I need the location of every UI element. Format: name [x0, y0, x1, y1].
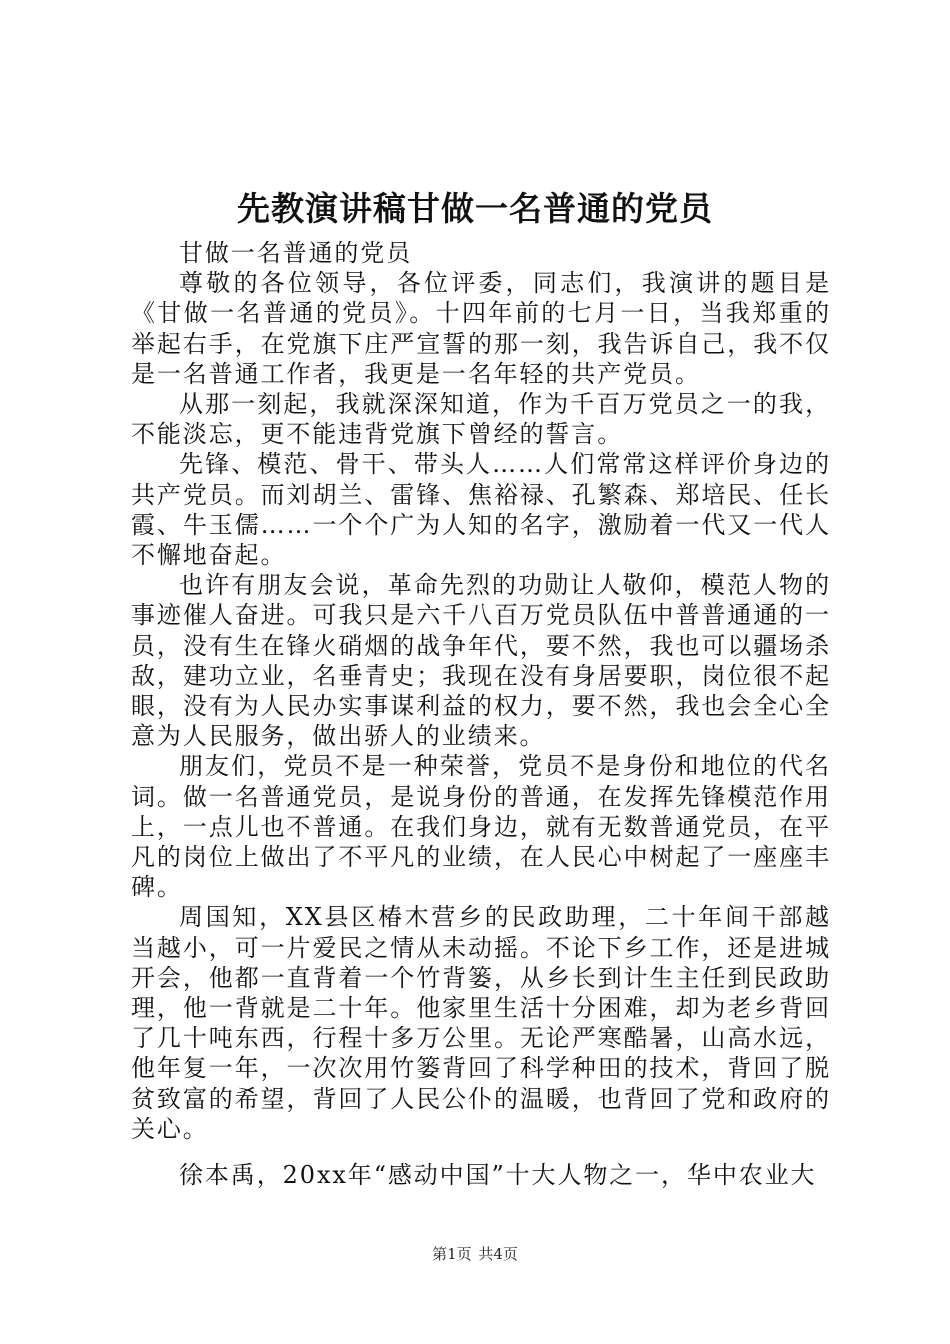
speech-subtitle: 甘做一名普通的党员	[179, 239, 413, 267]
paragraph-not-honor: 朋友们，党员不是一种荣誉，党员不是身份和地位的代名词。做一名普通党员，是说身份的普通，在发挥先锋模范作用上，一点儿也不普通。在我们身边，就有无数普通党员，在平凡的岗位上做出了不平凡的业绩，在人民心中树起了一座座丰碑。	[131, 752, 831, 902]
paragraph-oath: 从那一刻起，我就深深知道，作为千百万党员之一的我，不能淡忘，更不能违背党旗下曾经的誓言。	[131, 390, 831, 449]
paragraph-xu-benyu: 徐本禹，20xx年“感动中国”十大人物之一，华中农业大	[179, 1161, 817, 1190]
document-body	[131, 238, 831, 1190]
page-total: 共4页	[478, 1245, 518, 1263]
document-title: 先教演讲稿甘做一名普通的党员	[237, 189, 713, 228]
paragraph-role-models: 先锋、模范、骨干、带头人……人们常常这样评价身边的共产党员。而刘胡兰、雷锋、焦裕禄、孔繁森、郑培民、任长霞、牛玉儒……一个个广为人知的名字，激励着一代又一代人不懈地奋起。	[131, 450, 831, 570]
paragraph-zhou-guozhi: 周国知，XX县区椿木营乡的民政助理，二十年间干部越当越小，可一片爱民之情从未动摇。不论下乡工作，还是进城开会，他都一直背着一个竹背篓，从乡长到计生主任到民政助理，他一背就是二十年。他家里生活十分困难，却为老乡背回了几十吨东西，行程十多万公里。无论严寒酷暑，山高水远，他年复一年，一次次用竹篓背回了科学种田的技术，背回了脱贫致富的希望，背回了人民公仆的温暖，也背回了党和政府的关心。	[131, 903, 831, 1143]
paragraph-greeting: 尊敬的各位领导，各位评委，同志们，我演讲的题目是《甘做一名普通的党员》。十四年前的七月一日，当我郑重的举起右手，在党旗下庄严宣誓的那一刻，我告诉自己，我不仅是一名普通工作者，我更是一名年轻的共产党员。	[131, 269, 831, 388]
paragraph-ordinary-member: 也许有朋友会说，革命先烈的功勋让人敬仰，模范人物的事迹催人奋进。可我只是六千八百万党员队伍中普普通通的一员，没有生在锋火硝烟的战争年代，要不然，我也可以疆场杀敌，建功立业，名垂青史；我现在没有身居要职，岗位很不起眼，没有为人民办实事谋利益的权力，要不然，我也会全心全意为人民服务，做出骄人的业绩来。	[131, 571, 831, 751]
page-number: 第1页	[432, 1245, 472, 1263]
page-footer	[0, 1244, 950, 1264]
